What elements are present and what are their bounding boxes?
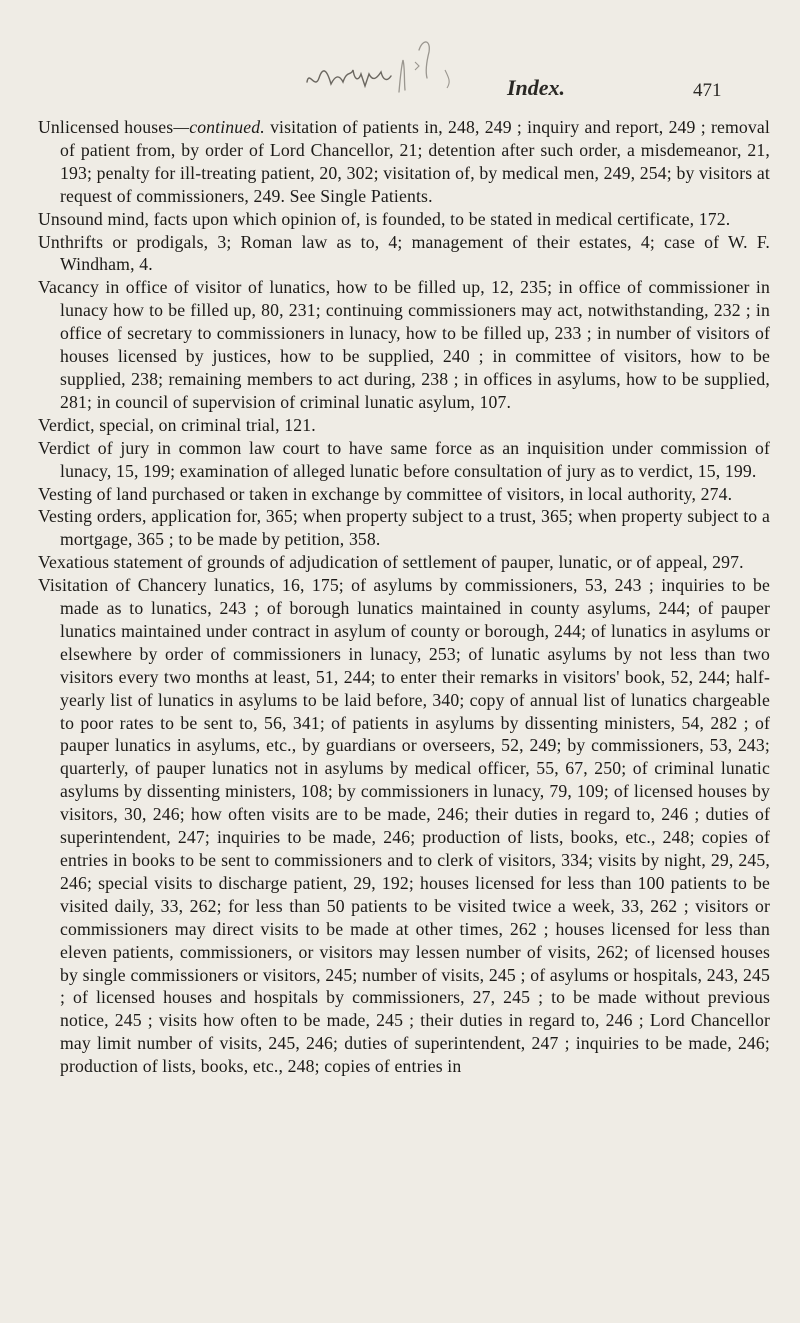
entry-text: of Chancery lunatics, 16, 175; of asylums by commissioners, 53, 243 ; inquiries to be made as to lunatics, 243 ; of borough lunatics maintained in county asylums, 244; of pauper lunatics maintained under contract in asylum of county or borough, 244; of lunatics in asylums or elsewhere by order of commissioners in lunacy, 253; of lunatic asylums by not less than two visitors every two months at least, 51, 244; to enter their remarks in visitors' book, 52, 244; half-yearly list of lunatics in asylums to be laid before, 340; copy of annual list of lunatics chargeable to poor rates to be sent to, 56, 341; of patients in asylums by dissenting ministers, 54, 282 ; of pauper lunatics in asylums, etc., by guardians or overseers, 52, 249; by commissioners, 53, 243; quarterly, of pauper lunatics not in asylums by medical officer, 55, 67, 250; of criminal lunatic asylums by dissenting ministers, 108; by commissioners in lunacy, 79, 109; of licensed houses by visitors, 30, 246; how often visits are to be made, 246; their duties in regard to, 246 ; duties of superintendent, 247; inquiries to be made, 246; production of lists, books, etc., 248; copies of entries in books to be sent to commissioners and to clerk of visitors, 334; visits by night, 29, 245, 246; special visits to discharge patient, 29, 192; houses licensed for less than 100 patients to be visited daily, 33, 262; for less than 50 patients to be visited twice a week, 33, 262 ; visitors or commissioners may direct visits to be made at other times, 262 ; houses licensed for less than eleven patients, commissioners, or visitors may lessen number of visits, 262; of licensed houses by single commissioners or visitors, 245; number of visits, 245 ; of asylums or hospitals, 243, 245 ; of licensed houses and hospitals by commissioners, 27, 245 ; to be made without previous notice, 245 ; visits how often to be made, 245 ; their duties in regard to, 246 ; Lord Chancellor may limit number of visits, 245, 246; duties of superintendent, 247 ; inquiries to be made, 246; production of lists, books, etc., 248; copies of entries in <box>60 575 770 1077</box>
index-entry-verdict-of-jury <box>38 437 770 483</box>
entry-text: to have same force as an inquisition under commission of lunacy, 15, 199; examination of alleged lunatic before consultation of jury as to verdict, 15, 199. <box>60 437 770 481</box>
entry-heading: Vexatious statement of grounds of adjudication <box>38 552 379 573</box>
index-entry-unlicensed-houses <box>38 116 770 208</box>
entry-heading: Vesting of land <box>38 483 148 504</box>
page-number: 471 <box>693 80 722 101</box>
entry-heading: Verdict of jury in common law court <box>38 437 320 458</box>
entry-text: facts upon which opinion of, is founded, to be stated in medical certificate, 172. <box>153 208 731 229</box>
entry-heading: Unlicensed houses <box>38 117 174 137</box>
entry-heading: Vacancy in office of visitor of lunatics, <box>38 277 331 298</box>
index-entry-unsound-mind <box>38 208 770 231</box>
entry-heading: Visitation <box>38 575 109 596</box>
index-entry-unthrifts <box>38 231 770 277</box>
entry-text: visitation of patients in, 248, 249 ; inquiry and report, 249 ; removal of patient from, by order of Lord Chancellor, 21; detention after such order, a misdemeanor, 21, 193; penalty for ill-treating patient, 20, 302; visitation of, by medical men, 249, 254; by visitors at request of commissioners, 249. See Single Patients. <box>60 117 770 206</box>
continued-marker: —continued. <box>173 117 265 137</box>
entry-heading: Vesting orders, <box>38 506 147 527</box>
entry-heading: Unsound mind, <box>38 208 150 229</box>
index-entry-vesting-orders <box>38 505 770 551</box>
index-entries <box>38 116 770 1078</box>
entry-text: of settlement of pauper, lunatic, or of appeal, 297. <box>383 552 744 573</box>
entry-heading: Unthrifts or prodigals, <box>38 231 209 252</box>
handwritten-scribble <box>295 30 495 100</box>
entry-text: purchased or taken in exchange by committee of visitors, in local authority, 274. <box>151 483 733 504</box>
index-entry-vacancy <box>38 276 770 413</box>
index-entry-vesting-of-land <box>38 483 770 506</box>
index-entry-verdict-special <box>38 414 770 437</box>
index-entry-vexatious-statement <box>38 551 770 574</box>
running-title: Index. <box>507 75 566 100</box>
entry-text: how to be filled up, 12, 235; in office of commissioner in lunacy how to be filled up, 80, 231; continuing commissioners may act, notwithstanding, 232 ; in office of secretary to commissioners in lunacy, how to be filled up, 233 ; in number of visitors of houses licensed by justices, how to be supplied, 240 ; in committee of visitors, how to be supplied, 238; remaining members to act during, 238 ; in offices in asylums, how to be supplied, 281; in council of supervision of criminal lunatic asylum, 107. <box>60 277 770 412</box>
entry-heading: Verdict, <box>38 414 95 435</box>
entry-text: application for, 365; when property subject to a trust, 365; when property subject to a mortgage, 365 ; to be made by petition, 358. <box>60 506 770 550</box>
entry-text: 3; Roman law as to, 4; management of their estates, 4; case of W. F. Windham, 4. <box>60 231 770 275</box>
index-entry-visitation <box>38 574 770 1078</box>
entry-text: special, on criminal trial, 121. <box>99 414 316 435</box>
